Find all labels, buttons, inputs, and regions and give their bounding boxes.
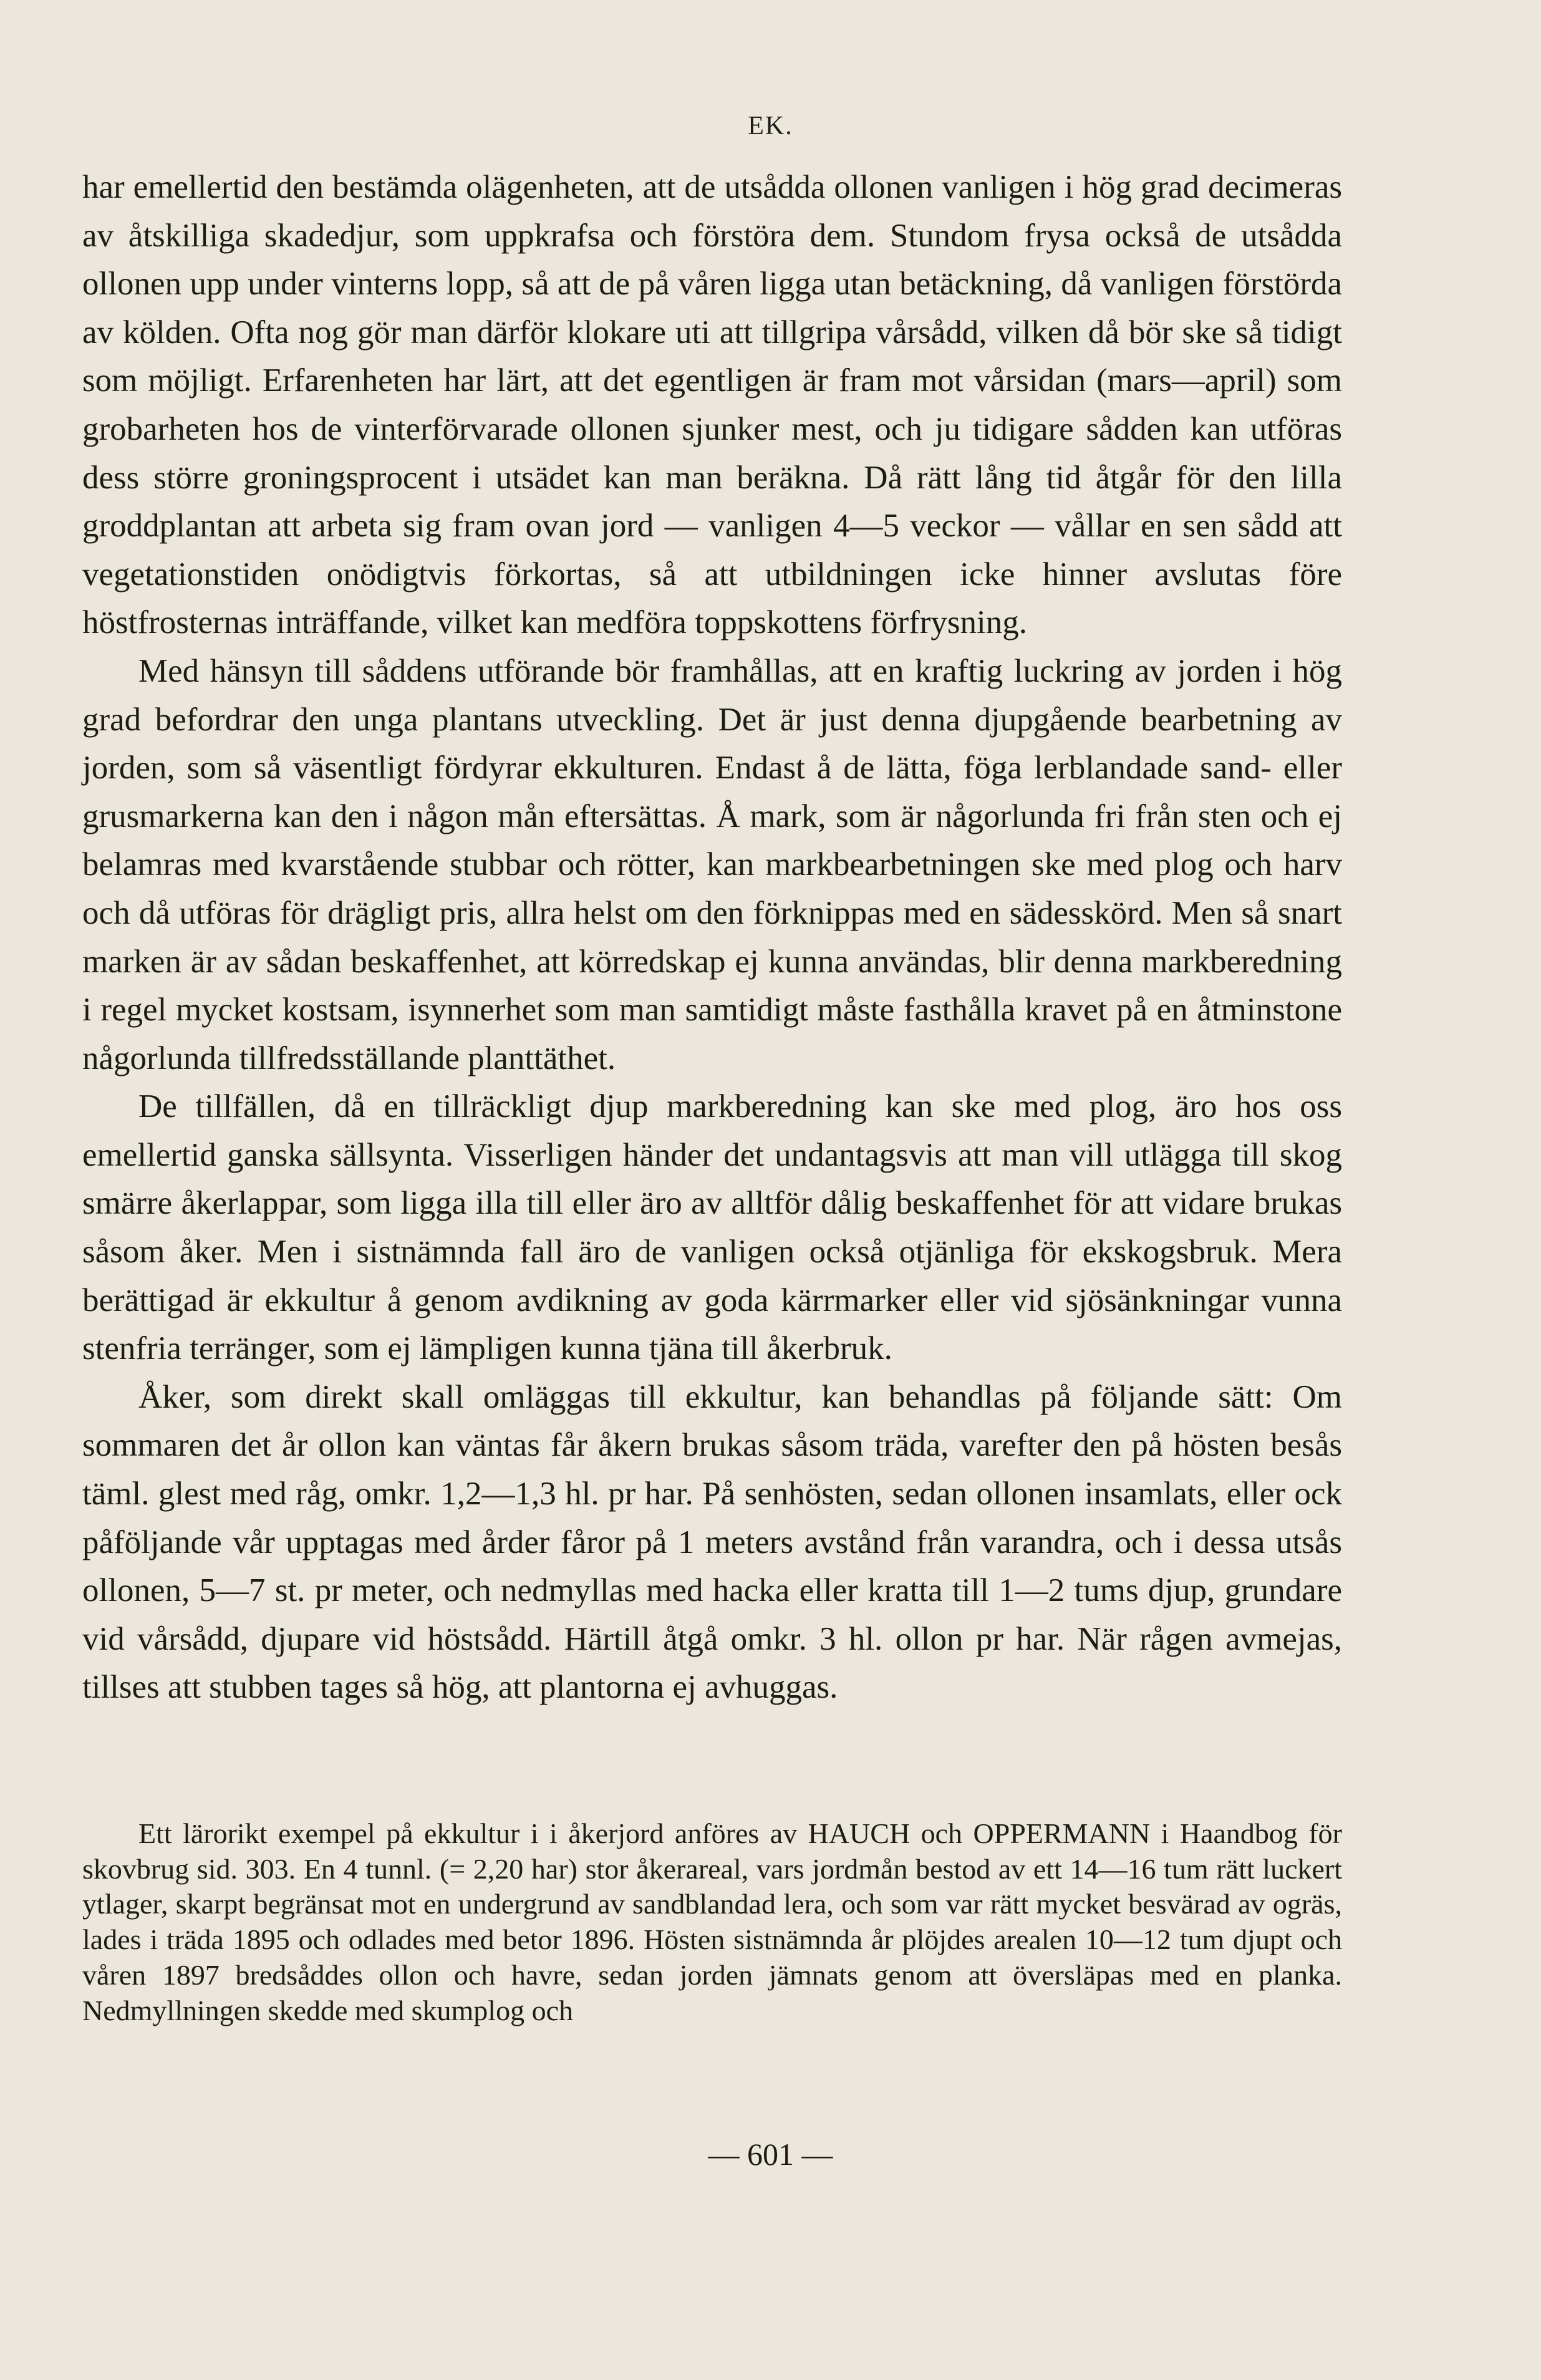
paragraph: Åker, som direkt skall omläggas till ekkultur, kan behandlas på följande sätt: Om sommaren det år ollon kan väntas får åkern brukas såsom träda, varefter den på hösten besås täml. glest med råg, omkr. 1,2—1,3 hl. pr har. På senhösten, sedan ollonen insamlats, eller ock påföljande vår upptagas med årder fåror på 1 meters avstånd från varandra, och i dessa utsås ollonen, 5—7 st. pr meter, och nedmyllas med hacka eller kratta till 1—2 tums djup, grundare vid vårsådd, djupare vid höstsådd. Härtill åtgå omkr. 3 hl. ollon pr har. När rågen avmejas, tillses att stubben tages så hög, att plantorna ej avhuggas. <box>82 1378 1342 1706</box>
footnote-text: Ett lärorikt exempel på ekkultur i i åkerjord anföres av HAUCH och OPPERMANN i Haandbog för skovbrug sid. 303. En 4 tunnl. (= 2,20 har) stor åkerareal, vars jordmån bestod av ett 14—16 tum rätt luckert ytlager, skarpt begränsat mot en undergrund av sandblandad lera, och som var rätt mycket besvärad av ogräs, lades i träda 1895 och odlades med betor 1896. Hösten sistnämnda år plöjdes arealen 10—12 tum djupt och våren 1897 bredsåddes ollon och havre, sedan jorden jämnats genom att översläpas med en planka. Nedmyllningen skedde med skumplog och <box>82 1817 1342 2026</box>
page-number: — 601 — <box>708 2137 833 2172</box>
footnote <box>82 1816 1342 2028</box>
paragraph: har emellertid den bestämda olägenheten, att de utsådda ollonen vanligen i hög grad decimeras av åtskilliga skadedjur, som uppkrafsa och förstöra dem. Stundom frysa också de utsådda ollonen upp under vinterns lopp, så att de på våren ligga utan betäckning, då vanligen förstörda av kölden. Ofta nog gör man därför klokare uti att tillgripa vårsådd, vilken då bör ske så tidigt som möjligt. Erfarenheten har lärt, att det egentligen är fram mot vårsidan (mars—april) som grobarheten hos de vinterförvarade ollonen sjunker mest, och ju tidigare sådden kan utföras dess större groningsprocent i utsädet kan man beräkna. Då rätt lång tid åtgår för den lilla groddplantan att arbeta sig fram ovan jord — vanligen 4—5 veckor — vållar en sen sådd att vegetationstiden onödigtvis förkortas, så att utbildningen icke hinner avslutas före höstfrosternas inträffande, vilket kan medföra toppskottens förfrysning. <box>82 169 1342 641</box>
paragraph: Med hänsyn till såddens utförande bör framhållas, att en kraftig luckring av jorden i hög grad befordrar den unga plantans utveckling. Det är just denna djupgående bearbetning av jorden, som så väsentligt fördyrar ekkulturen. Endast å de lätta, föga lerblandade sand- eller grusmarkerna kan den i någon mån eftersättas. Å mark, som är någorlunda fri från sten och ej belamras med kvarstående stubbar och rötter, kan markbearbetningen ske med plog och harv och då utföras för drägligt pris, allra helst om den förknippas med en sädesskörd. Men så snart marken är av sådan beskaffenhet, att körredskap ej kunna användas, blir denna markberedning i regel mycket kostsam, isynnerhet som man samtidigt måste fasthålla kravet på en åtminstone någorlunda tillfredsställande planttäthet. <box>82 652 1342 1076</box>
paragraph: De tillfällen, då en tillräckligt djup markberedning kan ske med plog, äro hos oss emellertid ganska sällsynta. Visserligen händer det undantagsvis att man vill utlägga till skog smärre åkerlappar, som ligga illa till eller äro av alltför dålig beskaffenhet för att vidare brukas såsom åker. Men i sistnämnda fall äro de vanligen också otjänliga för ekskogsbruk. Mera berättigad är ekkultur å genom avdikning av goda kärrmarker eller vid sjösänkningar vunna stenfria terränger, som ej lämpligen kunna tjäna till åkerbruk. <box>82 1088 1342 1367</box>
running-head: EK. <box>748 112 793 140</box>
main-text <box>82 163 1342 1712</box>
